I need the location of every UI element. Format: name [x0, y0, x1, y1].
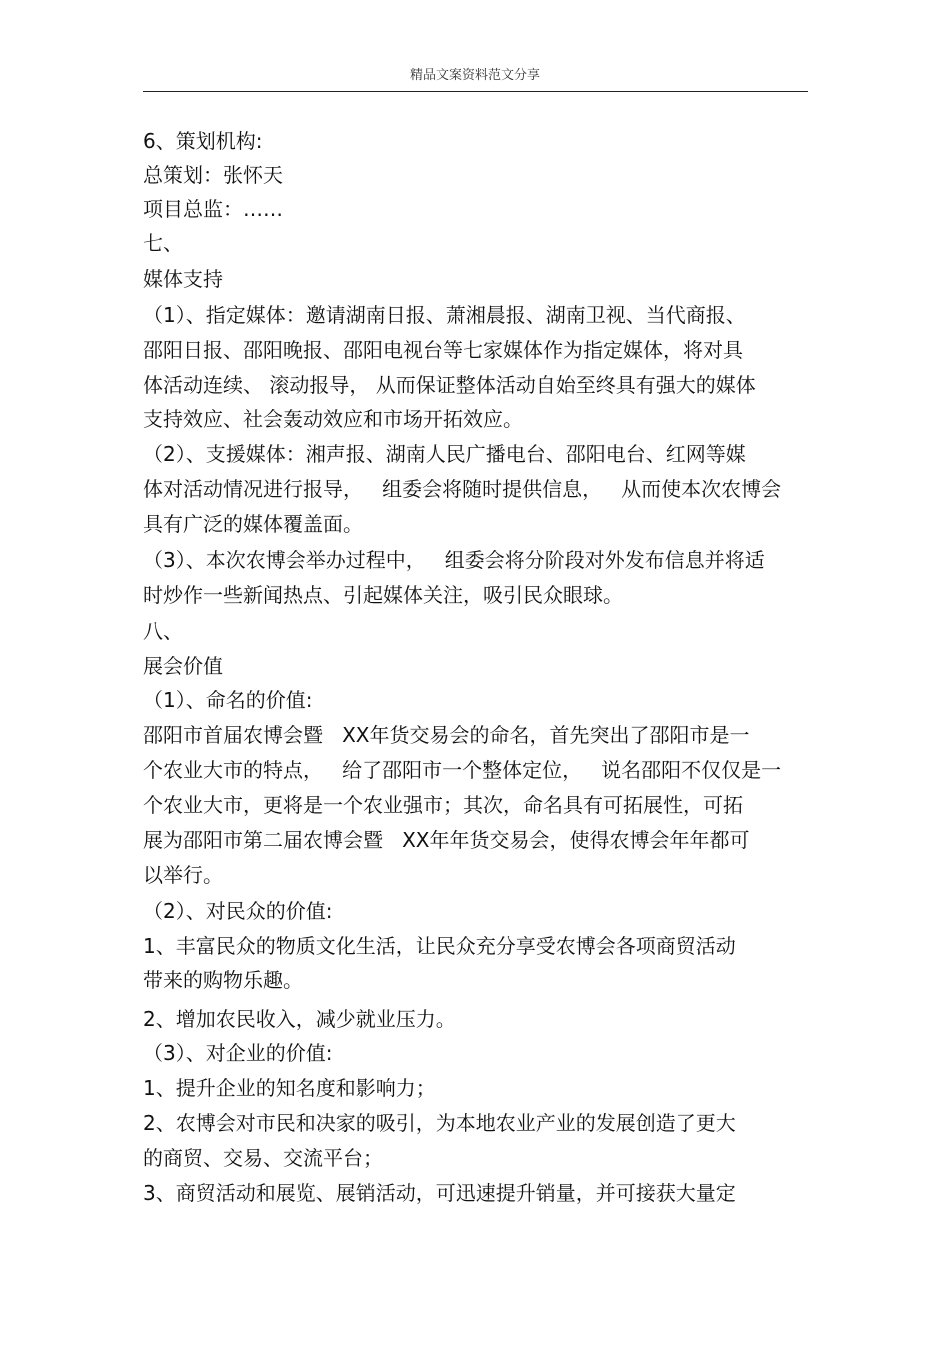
text-line: 的商贸、交易、交流平台； — [143, 1146, 383, 1170]
text-line: 体活动连续、 滚动报导， 从而保证整体活动自始至终具有强大的媒体 — [143, 373, 756, 397]
text-line: 具有广泛的媒体覆盖面。 — [143, 512, 363, 536]
text-line: （2）、对民众的价值: — [143, 899, 333, 923]
text-line: 个农业大市，更将是一个农业强市；其次，命名具有可拓展性，可拓 — [143, 793, 743, 817]
text-line: （1）、命名的价值: — [143, 688, 313, 712]
header-divider — [143, 91, 808, 92]
text-line: 项目总监：…… — [143, 197, 283, 221]
text-line: （2）、支援媒体：湘声报、湖南人民广播电台、邵阳电台、红网等媒 — [143, 442, 746, 466]
page-header-title: 精品文案资料范文分享 — [409, 68, 540, 83]
text-line: 1、丰富民众的物质文化生活，让民众充分享受农博会各项商贸活动 — [143, 934, 736, 958]
text-line: 体对活动情况进行报导， 组委会将随时提供信息， 从而使本次农博会 — [143, 477, 782, 501]
text-line: 6、策划机构: — [143, 129, 263, 153]
text-line: 展为邵阳市第二届农博会暨 XX年年货交易会，使得农博会年年都可 — [143, 828, 750, 852]
text-line: 八、 — [143, 619, 183, 643]
text-line: 个农业大市的特点， 给了邵阳市一个整体定位， 说名邵阳不仅仅是一 — [143, 758, 782, 782]
text-line: 总策划：张怀天 — [143, 163, 283, 187]
text-line: （3）、对企业的价值: — [143, 1041, 333, 1065]
text-line: （1）、指定媒体：邀请湖南日报、萧湘晨报、湖南卫视、当代商报、 — [143, 303, 746, 327]
text-line: 邵阳日报、邵阳晚报、邵阳电视台等七家媒体作为指定媒体，将对具 — [143, 338, 743, 362]
text-line: （3）、本次农博会举办过程中， 组委会将分阶段对外发布信息并将适 — [143, 548, 765, 572]
text-line: 2、农博会对市民和决家的吸引，为本地农业产业的发展创造了更大 — [143, 1111, 736, 1135]
text-line: 展会价值 — [143, 654, 223, 678]
text-line: 时炒作一些新闻热点、引起媒体关注，吸引民众眼球。 — [143, 583, 623, 607]
text-line: 带来的购物乐趣。 — [143, 968, 303, 992]
text-line: 七、 — [143, 231, 183, 255]
text-line: 媒体支持 — [143, 267, 223, 291]
text-line: 支持效应、社会轰动效应和市场开拓效应。 — [143, 407, 523, 431]
text-line: 以举行。 — [143, 863, 223, 887]
text-line: 3、商贸活动和展览、展销活动，可迅速提升销量，并可接获大量定 — [143, 1181, 736, 1205]
text-line: 2、增加农民收入，减少就业压力。 — [143, 1007, 456, 1031]
text-line: 邵阳市首届农博会暨 XX年货交易会的命名，首先突出了邵阳市是一 — [143, 723, 750, 747]
text-line: 1、提升企业的知名度和影响力； — [143, 1076, 436, 1100]
